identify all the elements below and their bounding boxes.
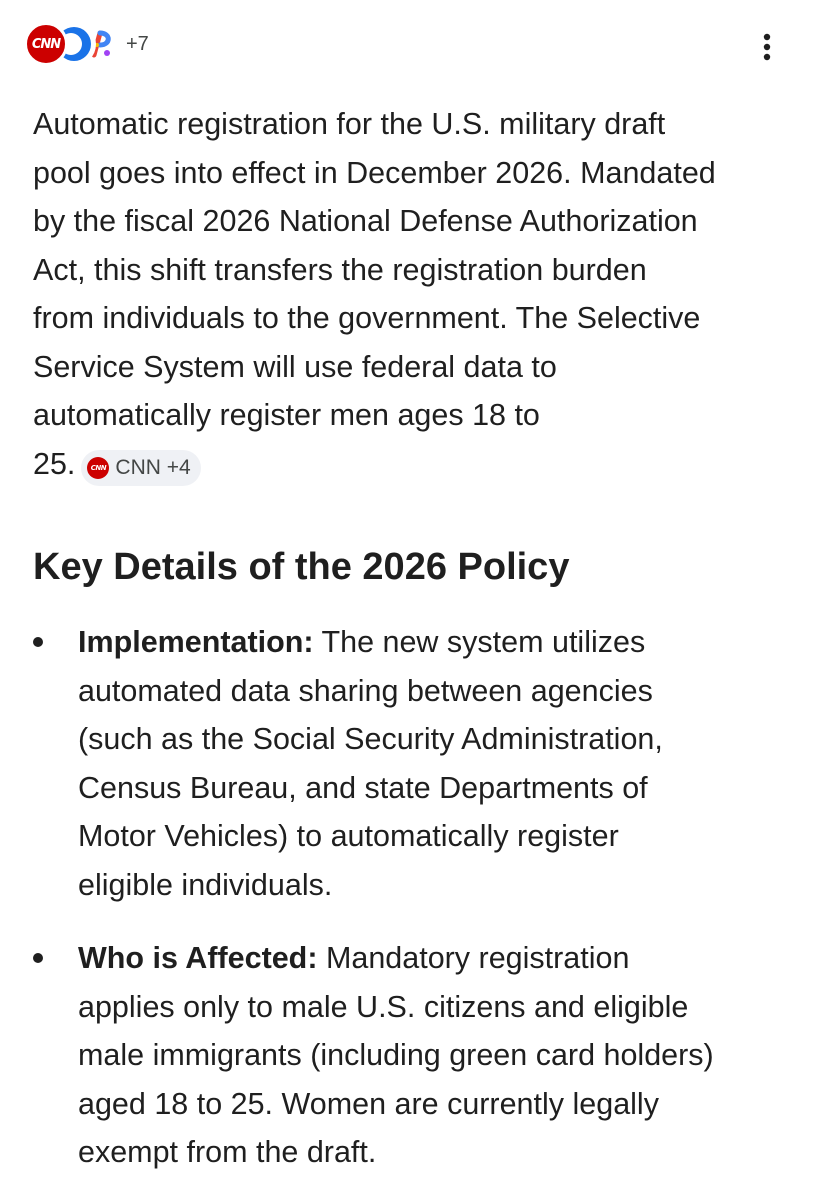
list-item: [33, 934, 793, 1177]
bullet-line: male immigrants (including green card holders): [78, 1038, 714, 1072]
overview-paragraph: [33, 100, 793, 488]
list-item: [33, 618, 793, 909]
bullet-line: Motor Vehicles) to automatically register: [78, 819, 619, 853]
more-vertical-icon: [763, 33, 771, 61]
bullet-term: Who is Affected:: [78, 941, 318, 975]
paragraph-line: pool goes into effect in December 2026. Mandated: [33, 155, 716, 190]
paragraph-line: from individuals to the government. The Selective: [33, 301, 701, 335]
cnn-logo-text: CNN: [31, 36, 61, 52]
bullet-line: exempt from the draft.: [78, 1135, 377, 1169]
bullet-text: Mandatory registration: [317, 941, 630, 975]
bullet-line: (such as the Social Security Administration,: [78, 722, 663, 756]
bullet-first-line: [78, 934, 793, 983]
cnn-logo-icon: [24, 22, 68, 66]
paragraph-line: Service System will use federal data to: [33, 349, 557, 384]
paragraph-line: Automatic registration for the U.S. military draft: [33, 107, 666, 141]
paragraph-last-line: [33, 440, 793, 489]
citation-chip[interactable]: [81, 450, 200, 486]
bullet-text: The new system utilizes: [313, 625, 646, 659]
bullet-line: aged 18 to 25. Women are currently legally: [78, 1086, 659, 1121]
bullet-first-line: [78, 618, 793, 667]
key-details-list: [33, 618, 793, 1177]
paragraph-line: by the fiscal 2026 National Defense Authorization: [33, 204, 698, 238]
bullet-line: eligible individuals.: [78, 867, 333, 902]
bullet-line: automated data sharing between agencies: [78, 673, 653, 708]
more-sources-count[interactable]: +7: [126, 32, 149, 55]
bullet-line: applies only to male U.S. citizens and eligible: [78, 989, 689, 1024]
paragraph-line: automatically register men ages 18 to: [33, 398, 540, 432]
citation-chip-label: CNN +4: [115, 455, 191, 479]
source-favicon-stack[interactable]: [24, 20, 122, 68]
bullet-line: Census Bureau, and state Departments of: [78, 770, 648, 805]
paragraph-line: Act, this shift transfers the registration burden: [33, 252, 647, 287]
cnn-chip-logo-icon: [87, 457, 109, 479]
bullet-dot-icon: [33, 637, 43, 647]
paragraph-line-text: 25.: [33, 446, 76, 481]
section-heading: Key Details of the 2026 Policy: [33, 546, 570, 588]
bullet-term: Implementation:: [78, 625, 314, 659]
more-options-button[interactable]: [749, 26, 785, 68]
chip-logo-text: CNN: [90, 463, 107, 472]
bullet-dot-icon: [33, 953, 43, 963]
sources-row[interactable]: [24, 20, 149, 68]
